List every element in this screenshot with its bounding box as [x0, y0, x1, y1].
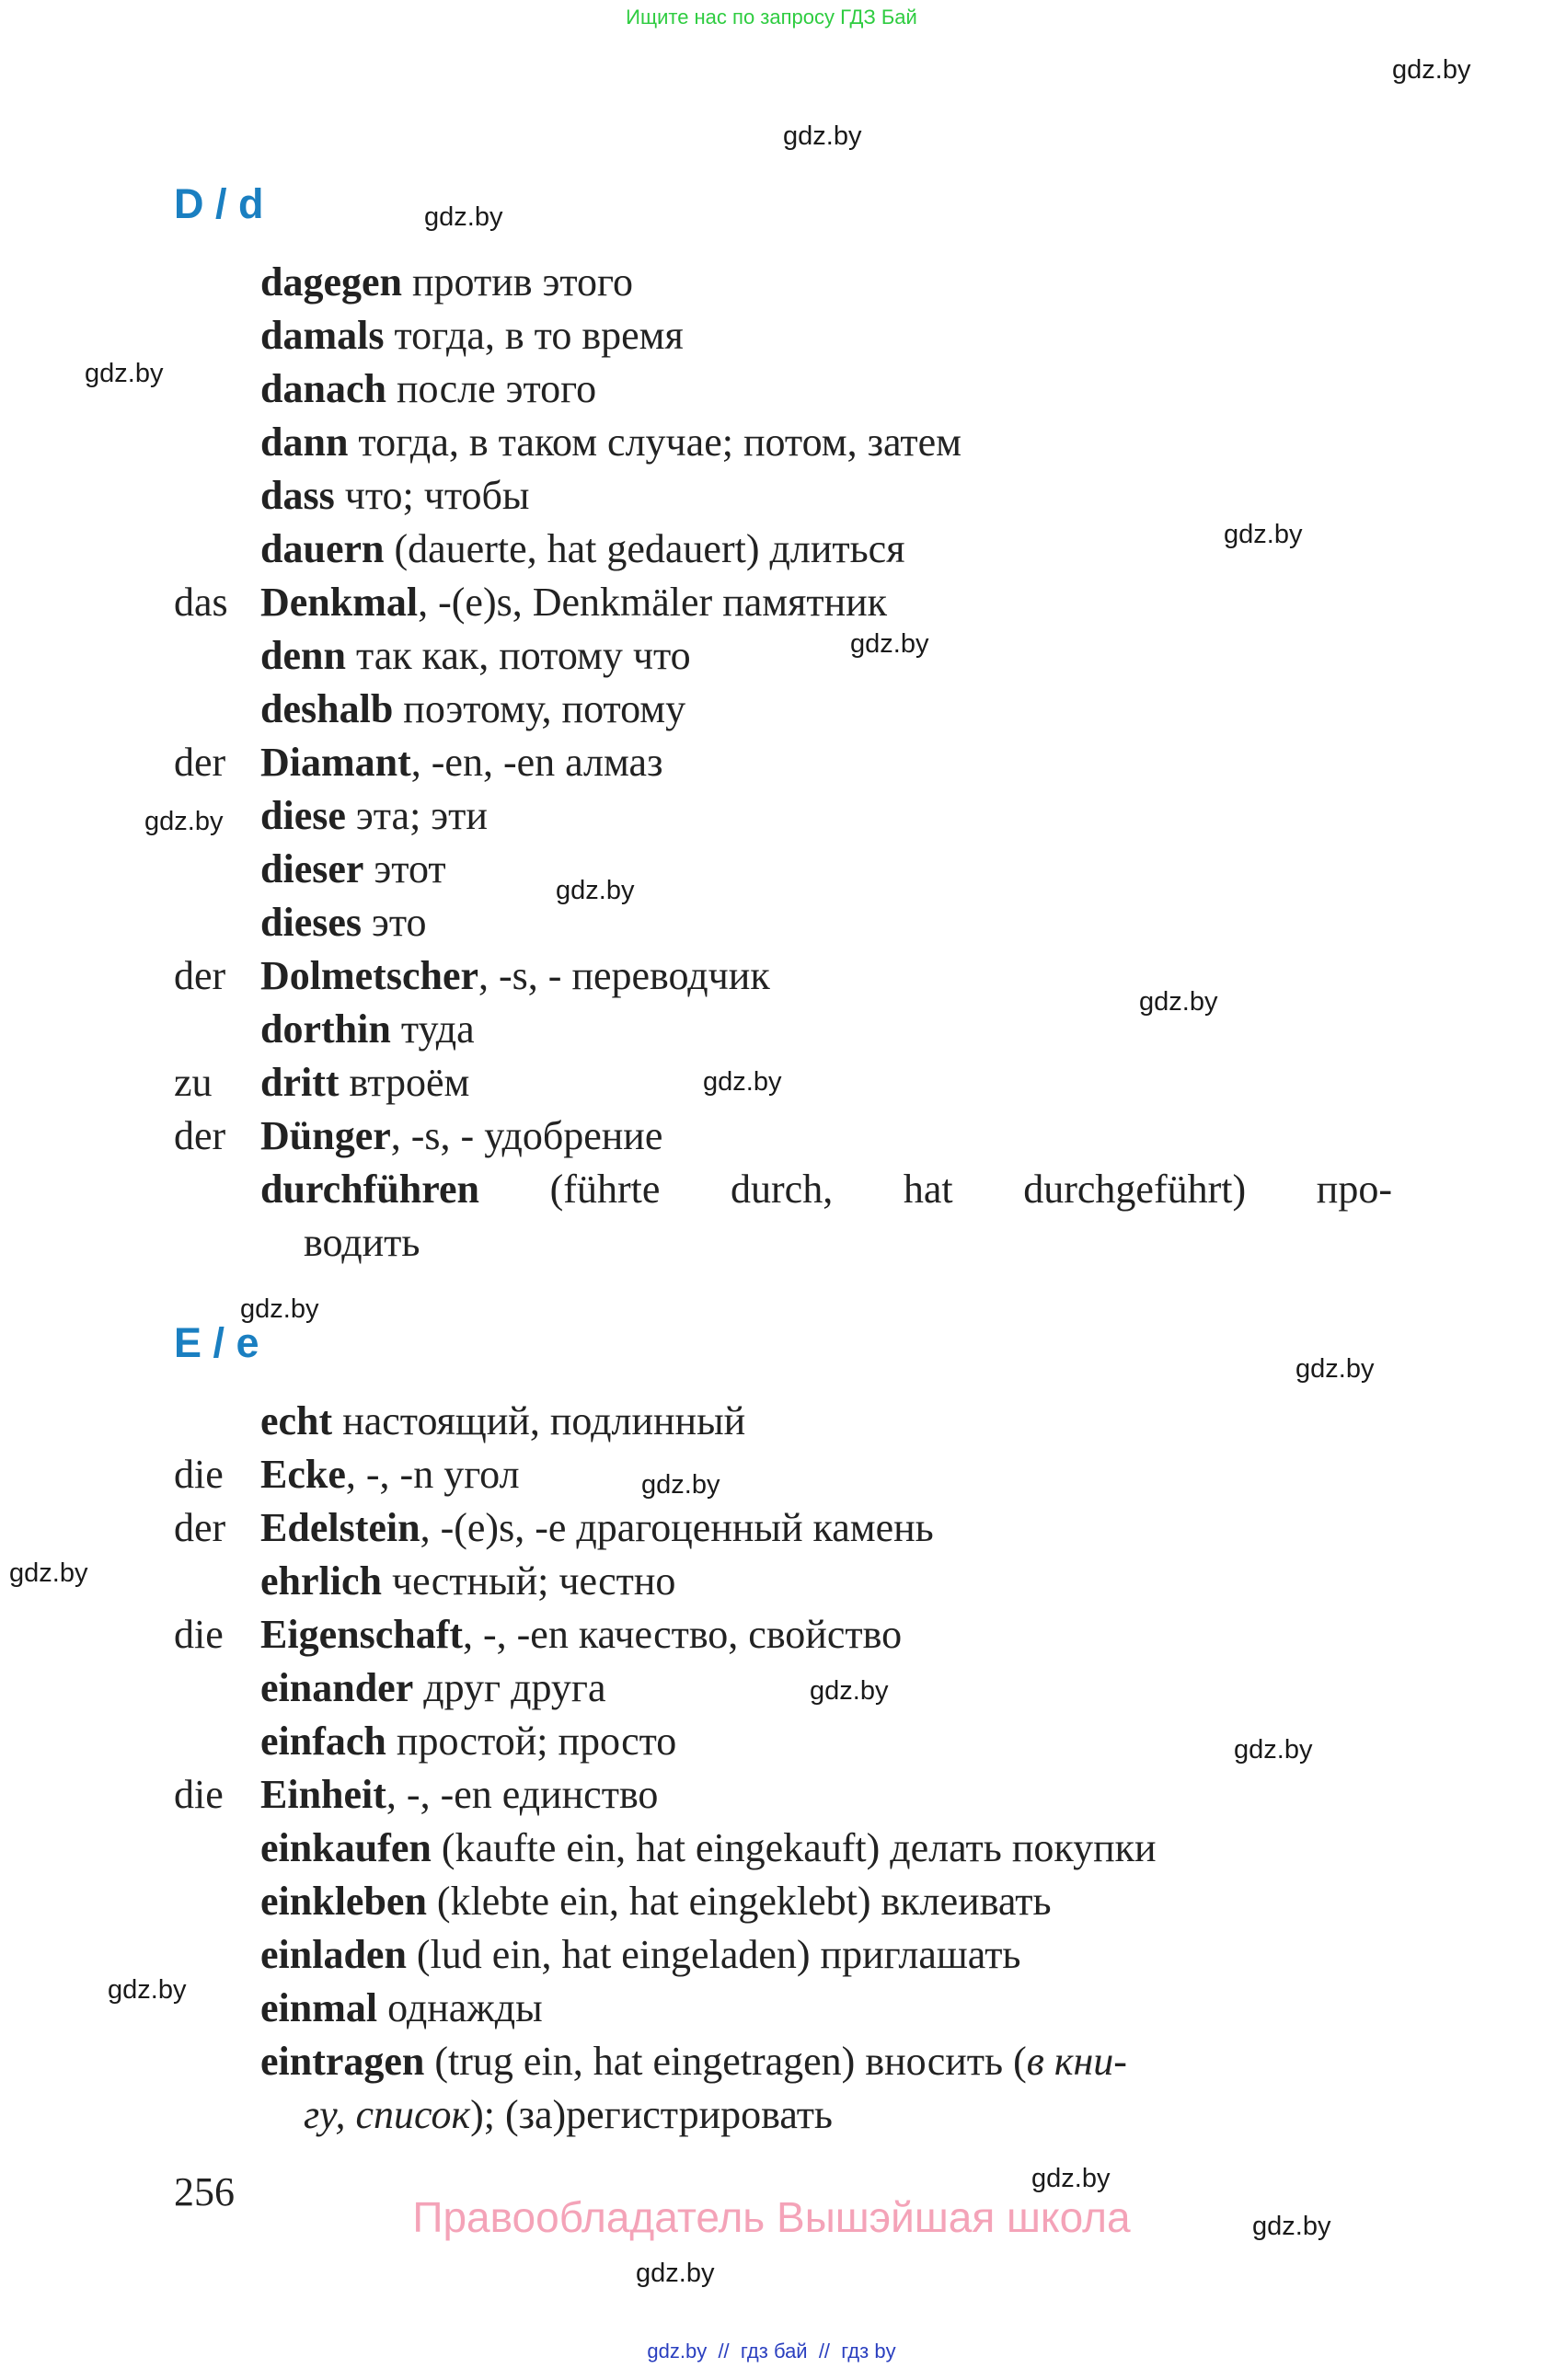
page-number: 256: [174, 2169, 235, 2214]
headword: diese: [260, 793, 346, 838]
entry: [174, 1928, 1398, 1982]
translation: , -en, -en алмаз: [410, 740, 663, 785]
entry: [174, 736, 1398, 789]
article: zu: [174, 1060, 213, 1105]
headword: dauern: [260, 526, 385, 571]
entry-durchfuehren: [260, 1163, 1392, 1216]
translation: простой; просто: [386, 1719, 677, 1764]
translation: (kaufte ein, hat eingekauft) делать покупки: [431, 1825, 1157, 1870]
entry: [174, 789, 1398, 843]
entry: [174, 523, 1398, 576]
headword: durchführen: [260, 1167, 480, 1212]
entry: [174, 1110, 1398, 1163]
headword: Einheit: [260, 1772, 386, 1817]
entry: [174, 256, 1398, 309]
translation: против этого: [402, 259, 634, 305]
translation-part: (führte: [549, 1167, 661, 1212]
entry: [174, 1395, 1398, 1448]
translation: , -, -en единство: [386, 1772, 659, 1817]
translation: туда: [390, 1006, 475, 1052]
article: der: [174, 953, 226, 998]
translation: друг друга: [413, 1665, 606, 1710]
headword: einkleben: [260, 1879, 427, 1924]
watermark: gdz.by: [424, 202, 503, 232]
translation: тогда, в таком случае; потом, затем: [348, 420, 961, 465]
entry: [174, 1056, 1398, 1110]
watermark: gdz.by: [810, 1676, 889, 1706]
headword: dorthin: [260, 1006, 391, 1052]
translation-part: hat: [903, 1167, 953, 1212]
translation: настоящий, подлинный: [332, 1398, 746, 1443]
article: die: [174, 1452, 224, 1497]
watermark: gdz.by: [636, 2259, 715, 2288]
translation: этот: [363, 846, 446, 891]
headword: dieses: [260, 900, 362, 945]
translation: честный; честно: [381, 1558, 676, 1604]
article: die: [174, 1772, 224, 1817]
watermark: gdz.by: [85, 359, 164, 388]
entry: [174, 1661, 1398, 1715]
entry: [174, 362, 1398, 416]
translation: (trug ein, hat eingetragen) вносить (: [424, 2039, 1027, 2084]
headword: Ecke: [260, 1452, 346, 1497]
headword: echt: [260, 1398, 333, 1443]
headword: einfach: [260, 1719, 386, 1764]
watermark: gdz.by: [1252, 2212, 1331, 2241]
translation: (dauerte, hat gedauert) длиться: [384, 526, 905, 571]
translation: , -, -n угол: [345, 1452, 520, 1497]
article: der: [174, 1505, 226, 1550]
entry: [174, 1501, 1398, 1555]
usage-note: гу, список: [304, 2092, 471, 2137]
headword: Edelstein: [260, 1505, 420, 1550]
watermark: gdz.by: [1224, 520, 1303, 549]
article: der: [174, 1113, 226, 1158]
watermark: gdz.by: [1392, 55, 1471, 85]
entry: [174, 843, 1398, 896]
watermark: gdz.by: [1031, 2164, 1111, 2193]
headword: dass: [260, 473, 335, 518]
entry: [174, 1768, 1398, 1822]
headword: dagegen: [260, 259, 402, 305]
headword: Diamant: [260, 740, 411, 785]
footer-links[interactable]: gdz.by // гдз бай // гдз by: [647, 2340, 896, 2363]
watermark: gdz.by: [556, 876, 635, 905]
watermark: gdz.by: [641, 1470, 720, 1500]
entry: [174, 1875, 1398, 1928]
watermark: gdz.by: [1295, 1354, 1375, 1384]
watermark: gdz.by: [1234, 1735, 1313, 1765]
article: der: [174, 740, 226, 785]
translation: это: [362, 900, 427, 945]
watermark: gdz.by: [1139, 987, 1218, 1017]
top-notice[interactable]: Ищите нас по запросу ГДЗ Бай: [626, 6, 917, 29]
entry-continuation: [304, 2088, 833, 2142]
headword: einmal: [260, 1985, 378, 2030]
headword: dritt: [260, 1060, 340, 1105]
translation: втроём: [339, 1060, 470, 1105]
entry: [174, 1003, 1398, 1056]
watermark: gdz.by: [9, 1558, 88, 1588]
article: das: [174, 580, 228, 625]
entry: [174, 416, 1398, 469]
headword: denn: [260, 633, 346, 678]
translation: (lud ein, hat eingeladen) приглашать: [406, 1932, 1021, 1977]
entry: [174, 629, 1398, 683]
headword: eintragen: [260, 2039, 425, 2084]
translation: , -s, - переводчик: [478, 953, 770, 998]
entry-eintragen: [174, 2035, 1398, 2088]
translation-part: про-: [1316, 1167, 1392, 1212]
translation: (klebte ein, hat eingeklebt) вклеивать: [426, 1879, 1052, 1924]
entry: [174, 309, 1398, 362]
headword: Eigenschaft: [260, 1612, 463, 1657]
section-heading-d: D / d: [174, 180, 264, 227]
section-heading-e: E / e: [174, 1319, 259, 1366]
entry: [174, 1715, 1398, 1768]
watermark: gdz.by: [144, 807, 224, 836]
headword: ehrlich: [260, 1558, 382, 1604]
headword: Dünger: [260, 1113, 391, 1158]
translation: поэтому, потому: [393, 686, 686, 731]
translation: однажды: [377, 1985, 543, 2030]
translation: ); (за)регистрировать: [470, 2092, 833, 2137]
watermark: gdz.by: [108, 1975, 187, 2005]
headword: dieser: [260, 846, 364, 891]
entry: [174, 1608, 1398, 1661]
translation: , -(e)s, Denkmäler памятник: [418, 580, 888, 625]
watermark: gdz.by: [703, 1067, 782, 1097]
entry: [174, 896, 1398, 949]
usage-note: в кни-: [1026, 2039, 1127, 2084]
watermark: gdz.by: [240, 1294, 319, 1324]
entry: [174, 683, 1398, 736]
headword: einkaufen: [260, 1825, 432, 1870]
translation: тогда, в то время: [384, 313, 684, 358]
headword: einander: [260, 1665, 414, 1710]
translation: так как, потому что: [345, 633, 691, 678]
headword: deshalb: [260, 686, 394, 731]
copyright-notice: Правообладатель Вышэйшая школа: [412, 2193, 1131, 2241]
entry-continuation: водить: [304, 1220, 420, 1265]
entry: [174, 1822, 1398, 1875]
headword: Dolmetscher: [260, 953, 479, 998]
entry: [174, 1555, 1398, 1608]
entry: [174, 576, 1398, 629]
entry: [174, 1982, 1398, 2035]
entry: [174, 469, 1398, 523]
headword: Denkmal: [260, 580, 419, 625]
headword: dann: [260, 420, 349, 465]
translation: , -, -en качество, свойство: [463, 1612, 903, 1657]
watermark: gdz.by: [783, 121, 862, 151]
translation: эта; эти: [345, 793, 488, 838]
watermark: gdz.by: [850, 629, 929, 659]
headword: einladen: [260, 1932, 407, 1977]
translation: что; чтобы: [334, 473, 530, 518]
translation: после этого: [386, 366, 597, 411]
headword: damals: [260, 313, 385, 358]
translation: , -(e)s, -e драгоценный камень: [420, 1505, 934, 1550]
translation-part: durchgeführt): [1023, 1167, 1247, 1212]
article: die: [174, 1612, 224, 1657]
entry: [174, 949, 1398, 1003]
entry: [174, 1448, 1398, 1501]
translation: , -s, - удобрение: [390, 1113, 663, 1158]
translation-part: durch,: [731, 1167, 834, 1212]
headword: danach: [260, 366, 386, 411]
